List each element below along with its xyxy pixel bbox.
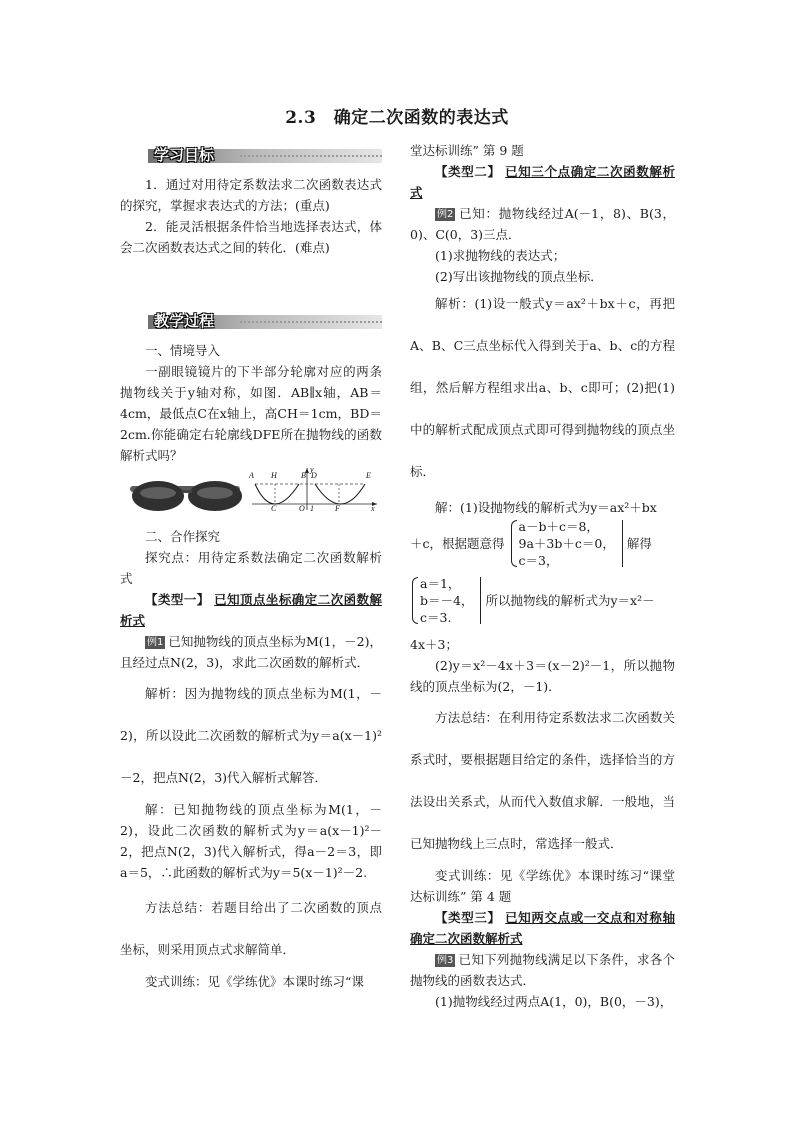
type-title: 已知三个点确定二次函数解析式: [410, 164, 675, 200]
goal-2: 2．能灵活根据条件恰当地选择表达式，体会二次函数表达式之间的转化．(难点): [120, 219, 382, 255]
equation: c＝3，: [518, 553, 559, 568]
type-2-heading: [410, 161, 675, 203]
example-2-result-row: [410, 575, 675, 626]
example-1-analysis: 解析：因为抛物线的顶点坐标为M(1，－2)，所以设此二次函数的解析式为y＝a(x－1)²－2，把点N(2，3)代入解析式解答．: [120, 686, 382, 785]
example-2-solution-line: 解：(1)设抛物线的解析式为y＝ax²＋bx: [435, 500, 657, 515]
example-text: 已知：抛物线经过A(－1，8)、B(3，0)、C(0，3)三点．: [410, 206, 675, 242]
glasses-figure: [120, 466, 382, 518]
example-2-solution-text: 所以抛物线的解析式为y＝x²－: [485, 593, 655, 608]
equation: b＝－4，: [420, 593, 474, 608]
goal-1: 1．通过对用待定系数法求二次函数表达式的探究，掌握求表达式的方法；(重点): [120, 177, 382, 213]
example-1-practice: 变式训练：见《学练优》本课时练习“课: [145, 974, 364, 989]
equation: a＝1，: [420, 576, 461, 591]
label-b: B: [301, 471, 306, 480]
example-2-question-1: (1)求抛物线的表达式；: [435, 248, 566, 263]
practice-continuation: 堂达标训练” 第 9 题: [410, 143, 524, 158]
type-3-heading: [410, 907, 675, 949]
label-o: O: [299, 504, 305, 512]
example-2-solution-2: (2)y＝x²－4x＋3＝(x－2)²－1，所以抛物线的顶点坐标为(2，－1)．: [410, 658, 675, 694]
example-tag: 例2: [437, 209, 454, 220]
label-d: D: [311, 471, 317, 480]
example-3: [410, 949, 675, 991]
example-text: 已知抛物线的顶点坐标为M(1，－2)，且经过点N(2，3)，求此二次函数的解析式．: [120, 634, 382, 670]
banner-learning-goals: [120, 144, 382, 166]
type-title: 已知两交点或一交点和对称轴确定二次函数解析式: [410, 910, 675, 946]
right-column: [410, 140, 675, 1012]
equation: c＝3.: [420, 610, 452, 625]
banner-teaching-process: [120, 310, 382, 332]
label-h: H: [271, 471, 277, 480]
example-2-solution-text: 解得: [626, 536, 652, 551]
example-2: [410, 203, 675, 245]
label-x: x: [371, 504, 375, 512]
example-tag: 例3: [437, 955, 454, 966]
example-tag: 例1: [147, 637, 164, 648]
intro-paragraph: 一副眼镜镜片的下半部分轮廓对应的两条抛物线关于y轴对称，如图．AB∥x轴，AB＝4cm，最低点C在x轴上，高CH＝1cm，BD＝2cm.你能确定右轮廓线DFE所在抛物线的函数解析式吗？: [120, 364, 382, 463]
parabola-diagram: [247, 466, 382, 512]
type-tag: 【类型三】: [435, 910, 501, 925]
label-e: E: [366, 471, 371, 480]
type-1-heading: [120, 589, 382, 631]
equation-system: [410, 575, 481, 626]
type-title: 已知顶点坐标确定二次函数解析式: [120, 592, 382, 628]
left-column: [120, 140, 382, 992]
banner-label: 学习目标: [154, 146, 215, 164]
equation: 9a＋3b＋c＝0，: [518, 536, 615, 551]
page-title: 2.3 确定二次函数的表达式: [285, 108, 509, 128]
label-c: C: [271, 504, 277, 512]
type-tag: 【类型一】: [145, 592, 210, 607]
label-1: 1: [310, 504, 314, 512]
banner-label: 教学过程: [154, 312, 215, 330]
label-f: F: [335, 504, 340, 512]
label-a: A: [249, 471, 254, 480]
section-heading: 一、情境导入: [145, 343, 221, 358]
section-heading: 二、合作探究: [145, 529, 221, 544]
example-3-question-1: (1)抛物线经过两点A(1，0)，B(0，－3)，: [435, 994, 673, 1009]
example-text: 已知下列抛物线满足以下条件，求各个抛物线的函数表达式．: [410, 952, 675, 988]
example-2-system-row: [410, 518, 675, 569]
example-2-analysis: 解析：(1)设一般式y＝ax²＋bx＋c，再把A、B、C三点坐标代入得到关于a、b、c的方程组，然后解方程组求出a、b、c即可；(2)把(1)中的解析式配成顶点式即可得到抛物线的顶点坐标．: [410, 296, 675, 479]
equation-system: [509, 518, 623, 569]
example-1-solution: 解：已知抛物线的顶点坐标为M(1，－2)，设此二次函数的解析式为y＝a(x－1)²－2，把点N(2，3)代入解析式，得a－2＝3，即a＝5，∴此函数的解析式为y＝5(x－1)²－2.: [120, 802, 382, 880]
example-2-practice: 变式训练：见《学练优》本课时练习“课堂达标训练” 第 4 题: [410, 868, 675, 904]
example-1-method: 方法总结：若题目给出了二次函数的顶点坐标，则采用顶点式求解简单．: [120, 900, 382, 957]
type-tag: 【类型二】: [435, 164, 501, 179]
label-y: y: [310, 466, 314, 474]
example-2-question-2: (2)写出该抛物线的顶点坐标．: [435, 269, 603, 284]
example-2-solution-text: 4x＋3；: [410, 637, 458, 652]
example-1: [120, 631, 382, 673]
banner-dots: [240, 321, 382, 323]
explore-point: 探究点：用待定系数法确定二次函数解析式: [120, 550, 382, 586]
example-2-solution-text: ＋c，根据题意得: [410, 536, 505, 551]
banner-dots: [240, 155, 382, 157]
equation: a－b＋c＝8，: [518, 519, 599, 534]
example-2-method: 方法总结：在利用待定系数法求二次函数关系式时，要根据题目给定的条件，选择恰当的方法设出关系式，从而代入数值求解．一般地，当已知抛物线上三点时，常选择一般式．: [410, 710, 675, 851]
